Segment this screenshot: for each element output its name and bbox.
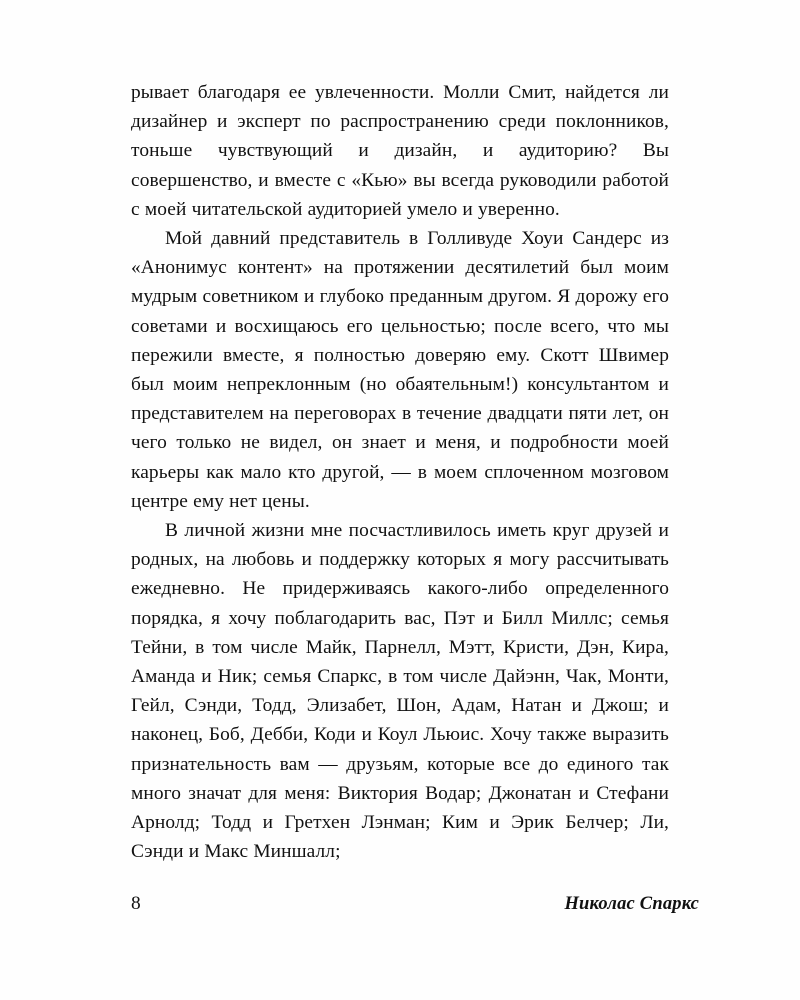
- running-title: Николас Спаркс: [564, 894, 699, 914]
- paragraph-1: рывает благодаря ее увлеченности. Молли Смит, найдется ли дизайнер и эксперт по распространению среди поклонников, тоньше чувствующий и дизайн, и аудиторию? Вы совершенство, и вместе с «Кью» вы всегда руководили работой с моей читательской аудиторией умело и уверенно.: [131, 82, 669, 220]
- page-number: 8: [131, 893, 141, 914]
- page-footer: [131, 893, 699, 915]
- page-body-text: [131, 78, 669, 866]
- paragraph-3: В личной жизни мне посчастливилось иметь круг друзей и родных, на любовь и поддержку которых я могу рассчитывать ежедневно. Не придерживаясь какого-либо определенного порядка, я хочу поблагодарить вас, Пэт и Билл Миллс; семья Тейни, в том числе Майк, Парнелл, Мэтт, Кристи, Дэн, Кира, Аманда и Ник; семья Спаркс, в том числе Дайэнн, Чак, Монти, Гейл, Сэнди, Тодд, Элизабет, Шон, Адам, Натан и Джош; и наконец, Боб, Дебби, Коди и Коул Льюис. Хочу также выразить признательность вам — друзьям, которые все до единого так много значат для меня: Виктория Водар; Джонатан и Стефани Арнолд; Тодд и Гретхен Лэнман; Ким и Эрик Белчер; Ли, Сэнди и Макс Миншалл;: [131, 520, 669, 863]
- paragraph-2: Мой давний представитель в Голливуде Хоуи Сандерс из «Анонимус контент» на протяжении десятилетий был моим мудрым советником и глубоко преданным другом. Я дорожу его советами и восхищаюсь его цельностью; после всего, что мы пережили вместе, я полностью доверяю ему. Скотт Швимер был моим непреклонным (но обаятельным!) консультантом и представителем на переговорах в течение двадцати пяти лет, он чего только не видел, он знает и меня, и подробности моей карьеры как мало кто другой, — в моем сплоченном мозговом центре ему нет цены.: [131, 228, 669, 512]
